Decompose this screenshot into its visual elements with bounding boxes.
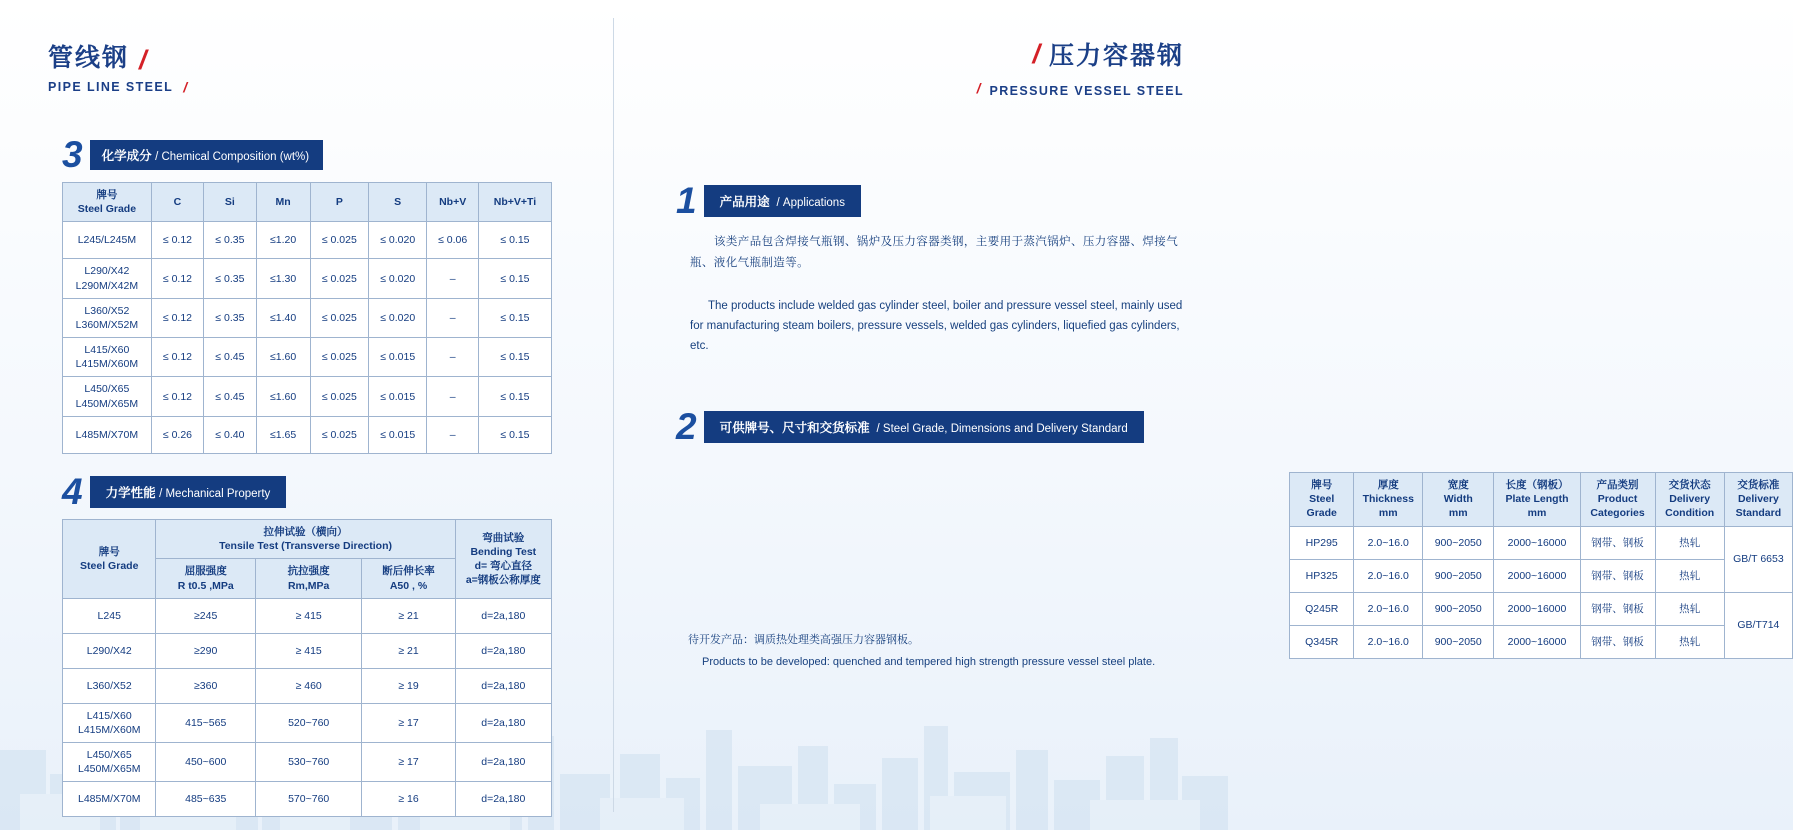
right-header-title-en: PRESSURE VESSEL STEEL xyxy=(989,84,1184,98)
grade-col-4-unit: Categories xyxy=(1590,507,1645,520)
chem-cell-s: ≤ 0.015 xyxy=(369,416,427,453)
right-page xyxy=(614,0,1784,830)
mech-cell-bending: d=2a,180 xyxy=(455,743,551,782)
grade-col-3-en: Plate Length xyxy=(1505,493,1569,506)
mech-col-grade-cn: 牌号 xyxy=(98,545,120,558)
left-header-title-en: PIPE LINE STEEL xyxy=(48,80,174,94)
grade-col-0-en: Steel Grade xyxy=(1306,493,1337,520)
section-app-bar xyxy=(704,185,861,217)
table-row xyxy=(63,259,552,298)
grade-cell-thickness: 2.0~16.0 xyxy=(1354,526,1423,559)
chem-cell-si: ≤ 0.40 xyxy=(204,416,256,453)
mech-cell-grade: L245 xyxy=(63,598,156,633)
grade-cell-condition: 热轧 xyxy=(1655,526,1724,559)
mech-cell-yield: ≥290 xyxy=(156,633,255,668)
mech-col-elongation-en: A50 , % xyxy=(389,579,428,592)
mech-col-bending xyxy=(455,520,551,599)
section-app-label-cn: 产品用途 xyxy=(719,194,770,209)
mech-cell-tensile: ≥ 415 xyxy=(255,633,361,668)
table-header-row xyxy=(1290,473,1793,527)
table-row xyxy=(63,377,552,416)
chem-cell-mn: ≤1.65 xyxy=(256,416,310,453)
chem-col-nbv: Nb+V xyxy=(427,183,479,222)
table-row xyxy=(1290,559,1793,592)
section-mech-label-cn: 力学性能 xyxy=(105,485,156,500)
table-row xyxy=(63,222,552,259)
grade-col-2-unit: mm xyxy=(1448,507,1468,520)
table-row xyxy=(63,668,552,703)
table-row xyxy=(63,782,552,817)
mech-cell-grade: L450/X65 L450M/X65M xyxy=(63,743,156,782)
chem-cell-nbv: – xyxy=(427,259,479,298)
section-grade-bar xyxy=(704,411,1144,443)
table-row xyxy=(1290,625,1793,658)
grade-col-5-unit: Condition xyxy=(1665,507,1715,520)
mech-cell-tensile: ≥ 460 xyxy=(255,668,361,703)
left-header-title-cn: 管线钢 xyxy=(48,44,130,72)
chem-cell-p: ≤ 0.025 xyxy=(310,259,368,298)
mech-cell-elongation: ≥ 21 xyxy=(362,598,455,633)
chem-cell-mn: ≤1.30 xyxy=(256,259,310,298)
left-page xyxy=(0,0,613,830)
mech-cell-yield: 485~635 xyxy=(156,782,255,817)
grade-col-5-en: Delivery xyxy=(1669,493,1711,506)
grade-cell-width: 900~2050 xyxy=(1423,526,1494,559)
chem-col-si: Si xyxy=(204,183,256,222)
chem-cell-mn: ≤1.20 xyxy=(256,222,310,259)
mech-cell-bending: d=2a,180 xyxy=(455,598,551,633)
mech-cell-elongation: ≥ 19 xyxy=(362,668,455,703)
grade-cell-steel-grade: HP295 xyxy=(1290,526,1354,559)
grade-col-standard xyxy=(1724,473,1792,527)
chem-cell-c: ≤ 0.12 xyxy=(151,377,203,416)
grade-col-6-en: Delivery xyxy=(1737,493,1779,506)
chem-cell-p: ≤ 0.025 xyxy=(310,377,368,416)
grade-cell-category: 钢带、钢板 xyxy=(1580,592,1655,625)
mech-col-yield-cn: 屈服强度 xyxy=(184,565,227,578)
grade-col-1-en: Thickness xyxy=(1362,493,1414,506)
chem-cell-nbvti: ≤ 0.15 xyxy=(478,416,551,453)
table-row xyxy=(63,743,552,782)
chem-cell-c: ≤ 0.12 xyxy=(151,259,203,298)
grade-col-6-unit: Standard xyxy=(1735,507,1782,520)
mech-cell-elongation: ≥ 21 xyxy=(362,633,455,668)
mech-cell-elongation: ≥ 17 xyxy=(362,703,455,742)
mech-group-tensile-en: Tensile Test (Transverse Direction) xyxy=(219,540,392,553)
mech-col-tensile-cn: 抗拉强度 xyxy=(287,565,330,578)
grade-col-1-cn: 厚度 xyxy=(1377,479,1399,491)
mech-cell-bending: d=2a,180 xyxy=(455,633,551,668)
chem-cell-p: ≤ 0.025 xyxy=(310,222,368,259)
chem-cell-s: ≤ 0.015 xyxy=(369,338,427,377)
grade-col-4-en: Product xyxy=(1597,493,1638,506)
mech-cell-yield: ≥245 xyxy=(156,598,255,633)
section-number-1: 1 xyxy=(676,180,697,221)
grade-cell-condition: 热轧 xyxy=(1655,559,1724,592)
mech-col-bending-l3: d= 弯心直径 xyxy=(474,559,533,572)
left-page-header xyxy=(48,38,187,94)
grade-col-1-unit: mm xyxy=(1378,507,1398,520)
chem-cell-nbvti: ≤ 0.15 xyxy=(478,259,551,298)
table-row xyxy=(63,298,552,337)
grade-cell-thickness: 2.0~16.0 xyxy=(1354,592,1423,625)
chem-cell-nbv: – xyxy=(427,377,479,416)
chem-col-s: S xyxy=(369,183,427,222)
grade-col-2-en: Width xyxy=(1443,493,1473,506)
section-chem-bar xyxy=(90,140,324,170)
mech-cell-yield: ≥360 xyxy=(156,668,255,703)
table-row xyxy=(63,416,552,453)
grade-col-6-cn: 交货标准 xyxy=(1737,479,1780,491)
grade-cell-width: 900~2050 xyxy=(1423,559,1494,592)
chem-cell-grade: L415/X60 L415M/X60M xyxy=(63,338,152,377)
grade-cell-width: 900~2050 xyxy=(1423,625,1494,658)
chem-cell-nbv: ≤ 0.06 xyxy=(427,222,479,259)
chem-cell-grade: L360/X52 L360M/X52M xyxy=(63,298,152,337)
mech-cell-tensile: 570~760 xyxy=(255,782,361,817)
grade-note-en: Products to be developed: quenched and tempered high strength pressure vessel steel plate. xyxy=(702,656,1156,668)
chem-cell-si: ≤ 0.35 xyxy=(204,298,256,337)
applications-paragraph-en: The products include welded gas cylinder steel, boiler and pressure vessel steel, mainly used for manufacturing steam boilers, pressure vessels, welded gas cylinders, liquefied gas cylinders, etc. xyxy=(690,300,1183,353)
grade-cell-length: 2000~16000 xyxy=(1494,625,1580,658)
mech-group-tensile xyxy=(156,520,455,559)
chem-cell-s: ≤ 0.020 xyxy=(369,259,427,298)
mech-cell-bending: d=2a,180 xyxy=(455,703,551,742)
chem-cell-si: ≤ 0.45 xyxy=(204,338,256,377)
section-applications-title xyxy=(676,182,861,219)
section-chem-label-en: / Chemical Composition (wt%) xyxy=(155,150,310,163)
mech-cell-tensile: 530~760 xyxy=(255,743,361,782)
table-row xyxy=(63,703,552,742)
grade-col-2-cn: 宽度 xyxy=(1447,479,1469,491)
grade-col-5-cn: 交货状态 xyxy=(1668,479,1711,491)
mech-col-bending-cn: 弯曲试验 xyxy=(482,531,525,544)
grade-cell-steel-grade: Q345R xyxy=(1290,625,1354,658)
grade-cell-length: 2000~16000 xyxy=(1494,592,1580,625)
chem-cell-nbvti: ≤ 0.15 xyxy=(478,377,551,416)
chem-col-grade-cn: 牌号 xyxy=(96,189,118,201)
chem-col-grade-en: Steel Grade xyxy=(77,203,137,216)
grade-col-thickness xyxy=(1354,473,1423,527)
mech-group-tensile-cn: 拉伸试验（横向） xyxy=(263,526,348,538)
chem-cell-grade: L485M/X70M xyxy=(63,416,152,453)
mech-col-grade xyxy=(63,520,156,599)
mech-cell-elongation: ≥ 16 xyxy=(362,782,455,817)
chem-cell-mn: ≤1.40 xyxy=(256,298,310,337)
section-chemical-composition-title xyxy=(62,136,323,173)
grade-col-4-cn: 产品类别 xyxy=(1596,479,1639,491)
grade-cell-steel-grade: HP325 xyxy=(1290,559,1354,592)
chemical-composition-table xyxy=(62,182,552,454)
grade-col-0-cn: 牌号 xyxy=(1311,479,1333,491)
table-row xyxy=(1290,592,1793,625)
right-page-header xyxy=(977,36,1184,98)
chem-cell-p: ≤ 0.025 xyxy=(310,338,368,377)
steel-grade-table xyxy=(1289,472,1793,659)
grade-note-cn: 待开发产品：调质热处理类高强压力容器钢板。 xyxy=(688,634,919,646)
chem-cell-mn: ≤1.60 xyxy=(256,338,310,377)
chem-cell-c: ≤ 0.12 xyxy=(151,222,203,259)
chem-cell-c: ≤ 0.12 xyxy=(151,338,203,377)
chem-col-nbvti: Nb+V+Ti xyxy=(478,183,551,222)
mech-cell-elongation: ≥ 17 xyxy=(362,743,455,782)
chem-cell-s: ≤ 0.020 xyxy=(369,222,427,259)
chem-cell-p: ≤ 0.025 xyxy=(310,298,368,337)
grade-col-3-cn: 长度（钢板） xyxy=(1505,479,1569,491)
mech-cell-yield: 450~600 xyxy=(156,743,255,782)
left-header-slash-large: / xyxy=(139,45,147,75)
mech-cell-tensile: 520~760 xyxy=(255,703,361,742)
mech-col-grade-en: Steel Grade xyxy=(80,559,139,572)
chem-col-grade xyxy=(63,183,152,222)
grade-cell-length: 2000~16000 xyxy=(1494,526,1580,559)
grade-cell-thickness: 2.0~16.0 xyxy=(1354,625,1423,658)
grade-cell-condition: 热轧 xyxy=(1655,625,1724,658)
grade-cell-length: 2000~16000 xyxy=(1494,559,1580,592)
mechanical-property-table xyxy=(62,519,552,817)
mech-col-elongation-cn: 断后伸长率 xyxy=(382,565,435,578)
chem-cell-grade: L245/L245M xyxy=(63,222,152,259)
chem-cell-mn: ≤1.60 xyxy=(256,377,310,416)
mech-cell-bending: d=2a,180 xyxy=(455,668,551,703)
chem-cell-nbv: – xyxy=(427,338,479,377)
grade-cell-standard: GB/T 6653 xyxy=(1724,526,1792,592)
left-header-slash-small: / xyxy=(183,79,188,95)
mech-cell-tensile: ≥ 415 xyxy=(255,598,361,633)
section-mech-label-en: / Mechanical Property xyxy=(159,487,271,500)
mech-col-yield-en: R t0.5 ,MPa xyxy=(177,579,234,592)
section-chem-label-cn: 化学成分 xyxy=(101,148,152,163)
chem-col-mn: Mn xyxy=(256,183,310,222)
grade-col-category xyxy=(1580,473,1655,527)
grade-cell-thickness: 2.0~16.0 xyxy=(1354,559,1423,592)
table-row xyxy=(63,633,552,668)
mech-col-bending-l4: a=钢板公称厚度 xyxy=(465,574,541,587)
chem-cell-grade: L450/X65 L450M/X65M xyxy=(63,377,152,416)
grade-col-3-unit: mm xyxy=(1527,507,1547,520)
grade-cell-condition: 热轧 xyxy=(1655,592,1724,625)
grade-col-steel-grade xyxy=(1290,473,1354,527)
right-header-slash-large: / xyxy=(1032,38,1040,69)
mech-col-elongation xyxy=(362,559,455,598)
grade-cell-category: 钢带、钢板 xyxy=(1580,625,1655,658)
section-number-3: 3 xyxy=(62,134,83,175)
grade-cell-category: 钢带、钢板 xyxy=(1580,526,1655,559)
chem-cell-nbvti: ≤ 0.15 xyxy=(478,338,551,377)
section-grade-label-cn: 可供牌号、尺寸和交货标准 xyxy=(719,420,870,435)
chem-col-p: P xyxy=(310,183,368,222)
table-header-row xyxy=(63,183,552,222)
chem-cell-p: ≤ 0.025 xyxy=(310,416,368,453)
chem-cell-nbvti: ≤ 0.15 xyxy=(478,222,551,259)
chem-cell-nbvti: ≤ 0.15 xyxy=(478,298,551,337)
chem-cell-si: ≤ 0.35 xyxy=(204,259,256,298)
mech-cell-grade: L360/X52 xyxy=(63,668,156,703)
grade-cell-category: 钢带、钢板 xyxy=(1580,559,1655,592)
table-row xyxy=(63,338,552,377)
mech-cell-yield: 415~565 xyxy=(156,703,255,742)
section-mech-bar xyxy=(90,476,287,508)
table-row xyxy=(1290,526,1793,559)
table-row xyxy=(63,598,552,633)
applications-paragraph-cn: 该类产品包含焊接气瓶钢、锅炉及压力容器类钢，主要用于蒸汽锅炉、压力容器、焊接气瓶、液化气瓶制造等。 xyxy=(690,236,1179,270)
chem-cell-si: ≤ 0.35 xyxy=(204,222,256,259)
chem-cell-si: ≤ 0.45 xyxy=(204,377,256,416)
mech-col-tensile-en: Rm,MPa xyxy=(287,579,330,592)
grade-col-width xyxy=(1423,473,1494,527)
chem-cell-s: ≤ 0.015 xyxy=(369,377,427,416)
right-header-slash-small: / xyxy=(976,80,981,96)
section-grade-label-en: / Steel Grade, Dimensions and Delivery Standard xyxy=(876,422,1128,435)
section-number-2: 2 xyxy=(676,406,697,447)
mech-col-bending-en: Bending Test xyxy=(470,545,537,558)
grade-col-condition xyxy=(1655,473,1724,527)
grade-col-length xyxy=(1494,473,1580,527)
section-mechanical-property-title xyxy=(62,473,286,510)
grade-cell-standard: GB/T714 xyxy=(1724,592,1792,658)
mech-col-tensile xyxy=(255,559,361,598)
chem-cell-c: ≤ 0.12 xyxy=(151,298,203,337)
mech-col-yield xyxy=(156,559,255,598)
table-header-row xyxy=(63,520,552,559)
chem-cell-nbv: – xyxy=(427,298,479,337)
section-grade-title xyxy=(676,408,1144,445)
chem-cell-s: ≤ 0.020 xyxy=(369,298,427,337)
chem-col-c: C xyxy=(151,183,203,222)
chem-cell-c: ≤ 0.26 xyxy=(151,416,203,453)
right-header-title-cn: 压力容器钢 xyxy=(1048,42,1184,70)
section-app-label-en: / Applications xyxy=(776,196,845,209)
mech-cell-bending: d=2a,180 xyxy=(455,782,551,817)
chem-cell-nbv: – xyxy=(427,416,479,453)
grade-cell-steel-grade: Q245R xyxy=(1290,592,1354,625)
mech-cell-grade: L485M/X70M xyxy=(63,782,156,817)
mech-cell-grade: L415/X60 L415M/X60M xyxy=(63,703,156,742)
grade-cell-width: 900~2050 xyxy=(1423,592,1494,625)
chem-cell-grade: L290/X42 L290M/X42M xyxy=(63,259,152,298)
section-number-4: 4 xyxy=(62,471,83,512)
mech-cell-grade: L290/X42 xyxy=(63,633,156,668)
